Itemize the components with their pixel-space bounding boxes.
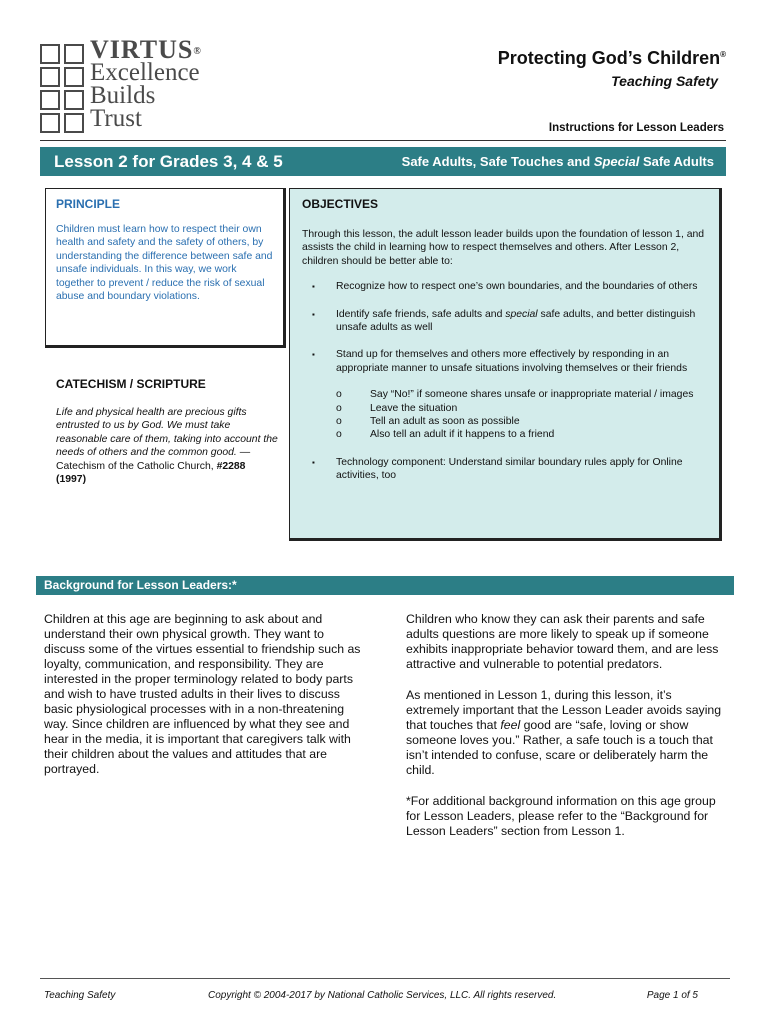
sub-item-text: Tell an adult as soon as possible xyxy=(370,416,520,428)
bullet-icon: ▪ xyxy=(312,350,315,360)
objective-text: safe adults, and better distinguish unsafe adults as well xyxy=(336,308,696,334)
paragraph-text: good are “safe, loving or show someone loves you.” Rather, a safe touch is a touch that isn’t intended to confuse, scare or deliberately harm the child. xyxy=(406,718,713,777)
paragraph-text: As mentioned in Lesson 1, during this lesson, it’s extremely important that the Lesson Leader avoids saying that touches that xyxy=(406,688,722,732)
lesson-title: Lesson 2 for Grades 3, 4 & 5 xyxy=(54,151,283,171)
objective-item xyxy=(302,308,707,335)
catechism-heading: CATECHISM / SCRIPTURE xyxy=(56,377,206,391)
lesson-topic-post: Safe Adults xyxy=(639,154,714,169)
logo-line-4: Trust xyxy=(90,105,142,132)
circle-bullet-icon: o xyxy=(336,402,342,414)
principle-box xyxy=(45,188,286,348)
logo-line-1: VIRTUS xyxy=(90,35,194,64)
logo-line-3: Builds xyxy=(90,82,156,109)
background-paragraph: *For additional background information on this age group for Lesson Leaders, please refer to the “Background for Lesson Leaders” section from Lesson 1. xyxy=(406,794,716,838)
sub-item xyxy=(336,388,707,401)
catechism-quote: Life and physical health are precious gifts entrusted to us by God. We must take reasonable care of them, taking into account the needs of others and the common good. xyxy=(56,407,278,459)
bullet-icon: ▪ xyxy=(312,282,315,292)
program-subtitle: Teaching Safety xyxy=(611,73,718,89)
logo-squares-icon xyxy=(40,42,88,132)
logo-text xyxy=(90,35,202,132)
footer-divider xyxy=(40,978,730,979)
lesson-topic-em: Special xyxy=(593,154,640,169)
objectives-list xyxy=(302,280,707,482)
background-right-column xyxy=(406,612,728,855)
objective-text: Stand up for themselves and others more effectively by responding in an appropriate manner to unsafe situations involving themselves or their friends xyxy=(336,349,688,374)
circle-bullet-icon: o xyxy=(336,389,342,401)
instructions-label: Instructions for Lesson Leaders xyxy=(548,122,724,134)
logo-reg-mark: ® xyxy=(193,46,202,57)
background-paragraph: Children at this age are beginning to ask about and understand their own physical growth. They want to discuss some of the virtues essential to friendship such as loyalty, communication, and responsibility. They are interested in the proper terminology related to body parts and wish to have trusted adults in their lives to discuss basic physiological processes with in a non-threatening way. Since children are influenced by what they see and hear in the media, it is important that caregivers talk with their children about the values and attitudes that are portrayed. xyxy=(44,612,361,776)
catechism-ref: #2288 (1997) xyxy=(56,460,246,486)
objectives-heading: OBJECTIVES xyxy=(302,197,379,211)
document-title xyxy=(498,48,726,89)
circle-bullet-icon: o xyxy=(336,416,342,428)
principle-text: Children must learn how to respect their own health and safety and the safety of others, by understanding the difference between safe and unsafe individuals. In this way, we work together to prevent / reduce the risk of sexual abuse and boundary violations. xyxy=(56,224,273,303)
objective-sub-list xyxy=(336,388,707,442)
footer-left: Teaching Safety xyxy=(44,990,116,1001)
sub-item-text: Say “No!” if someone shares unsafe or inappropriate material / images xyxy=(370,389,694,401)
sub-item xyxy=(336,402,707,415)
objectives-intro: Through this lesson, the adult lesson leader builds upon the foundation of lesson 1, and assists the child in learning how to respect themselves and others. After Lesson 2, children should be better able to: xyxy=(302,229,705,267)
objective-em: special xyxy=(505,308,538,320)
principle-heading: PRINCIPLE xyxy=(56,197,121,211)
objective-text: Recognize how to respect one’s own boundaries, and the boundaries of others xyxy=(336,281,698,293)
sub-item-text: Also tell an adult if it happens to a friend xyxy=(370,429,555,441)
sub-item-text: Leave the situation xyxy=(370,402,458,414)
footer-page-number: Page 1 of 5 xyxy=(646,990,698,1001)
bullet-icon: ▪ xyxy=(312,457,315,467)
background-paragraph: Children who know they can ask their parents and safe adults questions are more likely to speak up if someone exhibits inappropriate behavior toward them, and are less attractive and vulnerable to potential predators. xyxy=(406,612,719,671)
circle-bullet-icon: o xyxy=(336,429,342,441)
sub-item xyxy=(336,428,707,441)
background-left-column xyxy=(44,612,366,793)
virtus-logo xyxy=(40,35,240,137)
background-heading: Background for Lesson Leaders:* xyxy=(36,576,734,595)
objectives-box xyxy=(289,188,722,541)
lesson-topic xyxy=(402,154,714,169)
bullet-icon: ▪ xyxy=(312,309,315,319)
lesson-topic-pre: Safe Adults, Safe Touches and xyxy=(401,154,594,169)
catechism-text xyxy=(56,406,278,486)
logo-line-2: Excellence xyxy=(90,59,200,86)
objective-item xyxy=(302,456,707,483)
program-title: Protecting God’s Children xyxy=(497,48,721,68)
background-paragraph xyxy=(406,688,728,778)
catechism-source: —Catechism of the Catholic Church, xyxy=(56,447,251,472)
objective-item xyxy=(302,280,707,293)
header-divider xyxy=(40,140,726,141)
objective-text: Technology component: Understand similar boundary rules apply for Online activities, too xyxy=(336,456,683,482)
objective-item xyxy=(302,348,707,441)
lesson-bar xyxy=(40,147,726,176)
footer-copyright: Copyright © 2004-2017 by National Catholic Services, LLC. All rights reserved. xyxy=(208,990,557,1001)
objective-text: Identify safe friends, safe adults and xyxy=(336,308,506,320)
title-reg-mark: ® xyxy=(720,50,726,59)
paragraph-em: feel xyxy=(500,718,521,732)
sub-item xyxy=(336,415,707,428)
